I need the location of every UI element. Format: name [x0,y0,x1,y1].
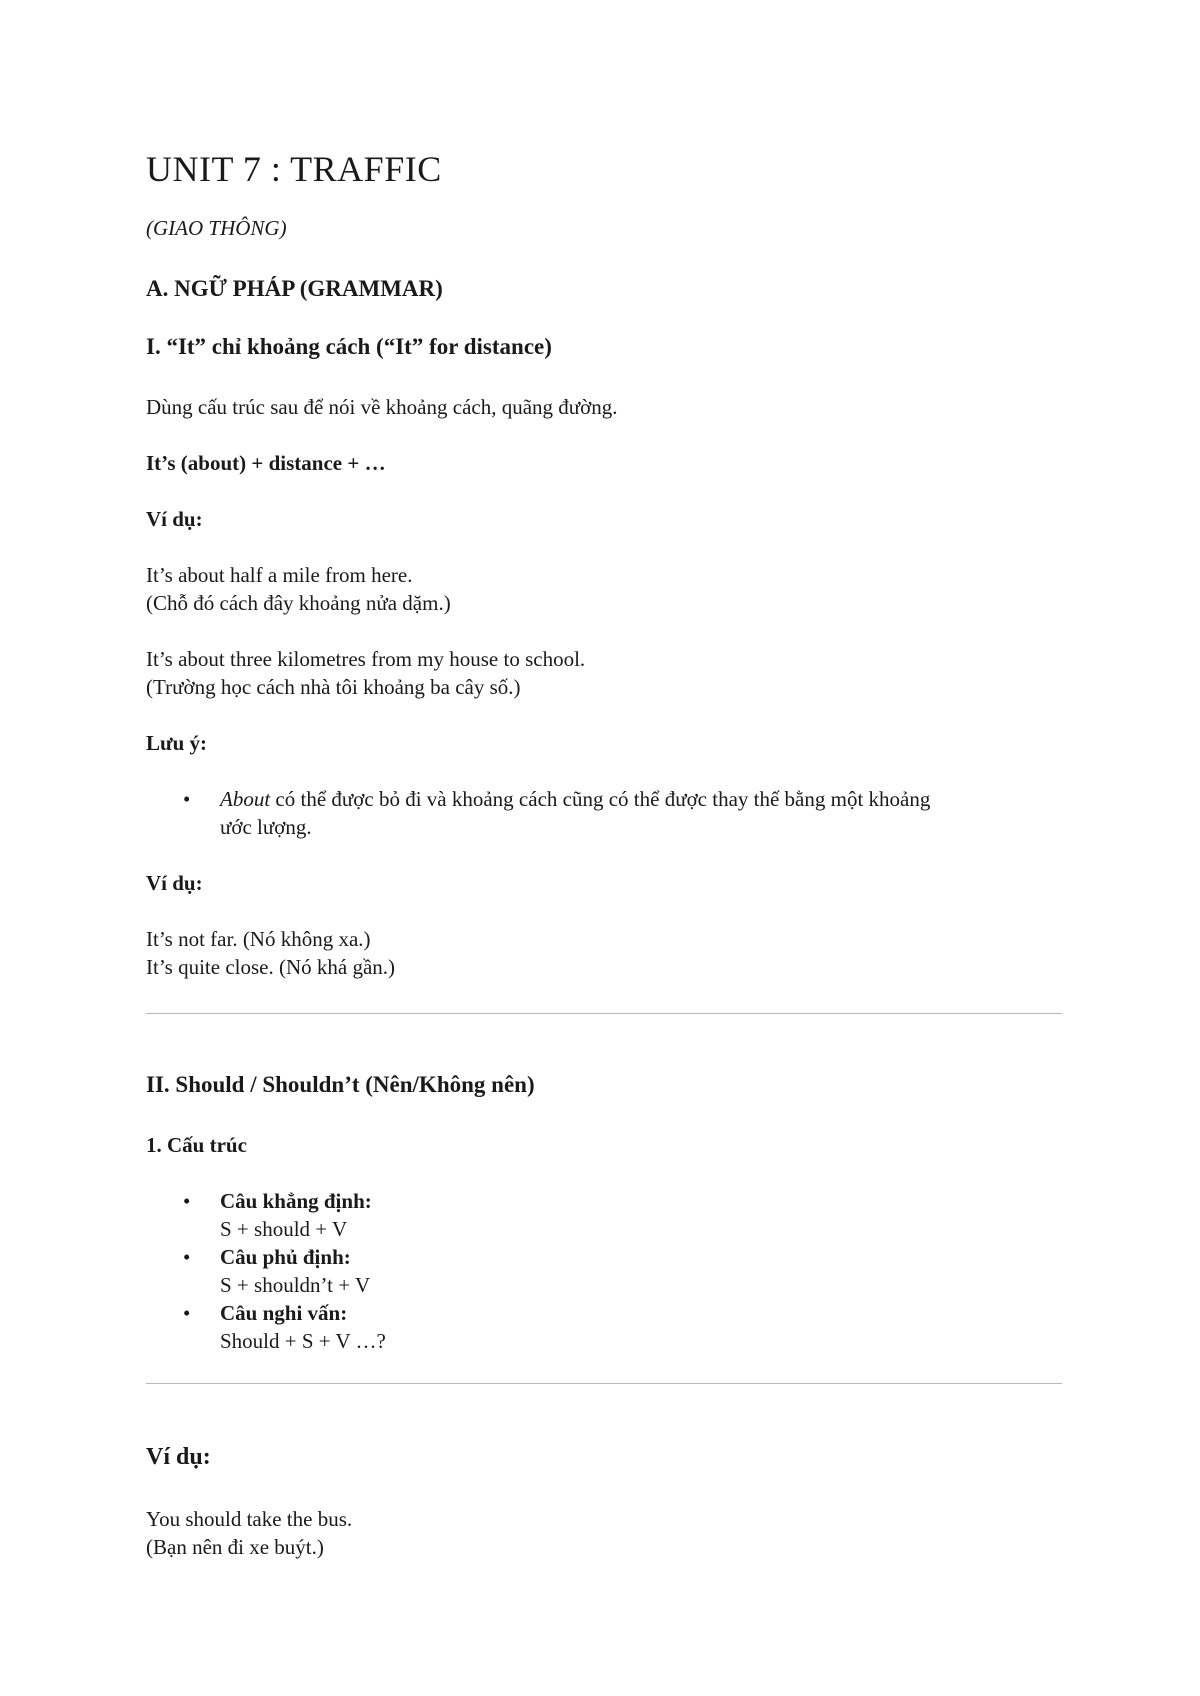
structure-label: Câu phủ định: [220,1245,351,1269]
part2-structure-list [146,1187,1062,1355]
note-lead: About [220,787,271,811]
divider [146,1013,1062,1014]
part1-example1-en: It’s about half a mile from here. [146,563,413,587]
structure-label: Câu khẳng định: [220,1189,372,1213]
part1-example2-en: It’s about three kilometres from my house to school. [146,647,586,671]
bullet-icon: • [183,1301,191,1325]
note-line-1 [220,785,1062,813]
part2-example1-vi: (Bạn nên đi xe buýt.) [146,1535,324,1559]
part2-heading: II. Should / Shouldn’t (Nên/Không nên) [146,1072,535,1097]
section-a-heading: A. NGỮ PHÁP (GRAMMAR) [146,276,443,301]
page-subtitle: (GIAO THÔNG) [146,216,287,240]
list-item [146,1187,1062,1243]
part2-example-heading: Ví dụ: [146,1444,211,1470]
part2-example1-en: You should take the bus. [146,1507,353,1531]
part1-example-label: Ví dụ: [146,507,203,531]
list-item [146,785,1062,841]
part1-intro: Dùng cấu trúc sau để nói về khoảng cách, quãng đường. [146,395,618,419]
note-text-1: có thể được bỏ đi và khoảng cách cũng có thể được thay thế bằng một khoảng [270,787,931,811]
part1-formula: It’s (about) + distance + … [146,451,386,475]
list-item [146,1299,1062,1355]
bullet-icon: • [183,1245,191,1269]
note-line-2: ước lượng. [220,815,312,839]
part1-example3: It’s not far. (Nó không xa.) [146,927,371,951]
part1-note-list [146,785,1062,841]
list-item [146,1243,1062,1299]
part1-example-label-2: Ví dụ: [146,871,203,895]
structure-label: Câu nghi vấn: [220,1301,348,1325]
part1-example2-vi: (Trường học cách nhà tôi khoảng ba cây số.) [146,675,521,699]
divider [146,1383,1062,1384]
structure-formula: S + should + V [220,1217,348,1241]
page-title: UNIT 7 : TRAFFIC [146,149,442,189]
structure-formula: Should + S + V …? [220,1329,386,1353]
part1-example1-vi: (Chỗ đó cách đây khoảng nửa dặm.) [146,591,451,615]
structure-formula: S + shouldn’t + V [220,1273,371,1297]
part2-structure-heading: 1. Cấu trúc [146,1133,247,1157]
part1-example4: It’s quite close. (Nó khá gần.) [146,955,396,979]
part1-heading: I. “It” chỉ khoảng cách (“It” for distance) [146,334,552,359]
bullet-icon: • [183,1189,191,1213]
bullet-icon: • [183,787,191,811]
part1-note-label: Lưu ý: [146,731,208,755]
